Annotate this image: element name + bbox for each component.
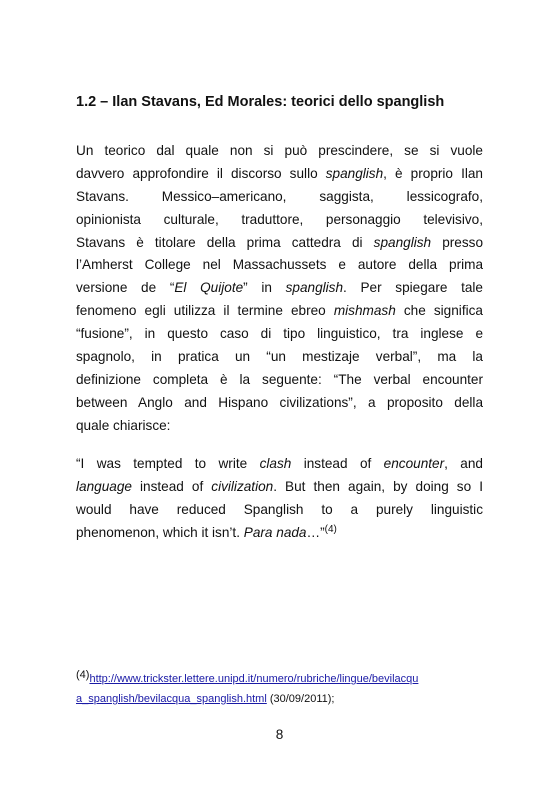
footnote <box>76 665 486 709</box>
section-heading: 1.2 – Ilan Stavans, Ed Morales: teorici dello spanglish <box>76 94 445 110</box>
text-line: phenomenon, which it isn’t. Para nada…”$^{(4)}$ <box>76 523 337 540</box>
quote-paragraph <box>76 453 483 545</box>
text-line: Un teorico dal quale non si può prescindere, se si vuole <box>76 143 483 158</box>
footnote-reference[interactable]: (4) <box>324 523 337 535</box>
text-line: Stavans è titolare della prima cattedra di spanglish presso <box>76 234 483 250</box>
text-line: between Anglo and Hispano civilizations”, a proposito della <box>76 394 483 410</box>
page-number: 8 <box>275 727 284 742</box>
text-line: versione de “El Quijote” in spanglish. Per spiegare tale <box>76 280 483 296</box>
text-line: “fusione”, in questo caso di tipo linguistico, tra inglese e <box>76 326 483 342</box>
text-line: l’Amherst College nel Massachussets e autore della prima <box>76 257 483 273</box>
footnote-marker: (4) <box>76 669 90 681</box>
text-line: fenomeno egli utilizza il termine ebreo mishmash che significa <box>76 303 483 319</box>
body-paragraph-1 <box>76 140 483 438</box>
text-line: “I was tempted to write clash instead of encounter, and <box>76 456 483 471</box>
text-line: would have reduced Spanglish to a purely linguistic <box>76 501 483 517</box>
text-line: Stavans. Messico–americano, saggista, lessicografo, <box>76 188 483 204</box>
footnote-link[interactable]: http://www.trickster.lettere.unipd.it/numero/rubriche/lingue/bevilacqu a_spanglish/bevilacqua_spanglish.html <box>76 673 419 705</box>
text-line: opinionista culturale, traduttore, personaggio televisivo, <box>76 211 483 227</box>
text-line: spagnolo, in pratica un “un mestizaje verbal”, ma la <box>76 349 483 365</box>
text-line: quale chiarisce: <box>76 417 171 433</box>
text-line: definizione completa è la seguente: “The verbal encounter <box>76 371 483 387</box>
footnote-date: (30/09/2011); <box>266 693 335 705</box>
text-line: language instead of civilization. But then again, by doing so I <box>76 478 483 494</box>
text-line: davvero approfondire il discorso sullo spanglish, è proprio Ilan <box>76 165 483 181</box>
